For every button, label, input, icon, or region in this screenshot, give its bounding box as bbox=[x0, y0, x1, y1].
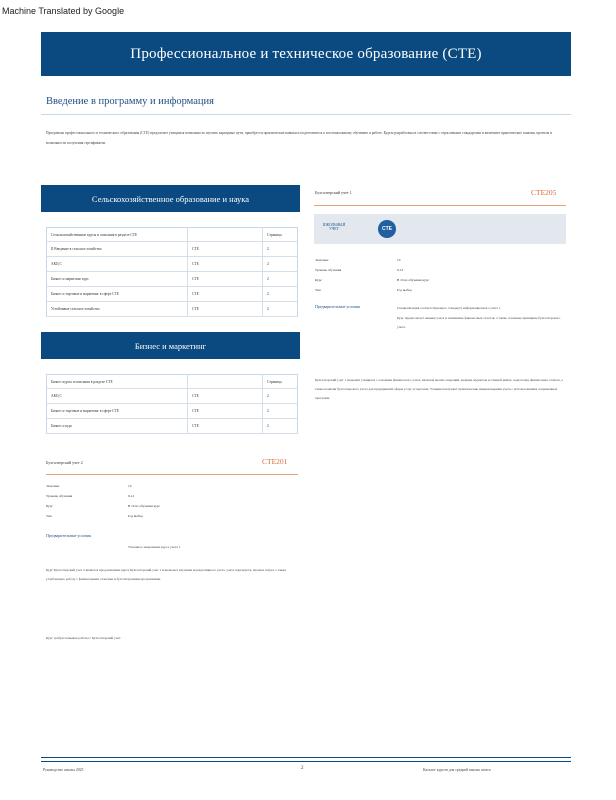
page-title-bar bbox=[41, 32, 571, 76]
prereq-extra-right: Курс предполагает навыки учета и понимание финансовых отчетов, а также основные принципы бухгалтерского учета. bbox=[397, 316, 561, 329]
section-title-business: Бизнес и маркетинг bbox=[134, 340, 207, 351]
table-header-code bbox=[188, 375, 263, 389]
page-title: Профессиональное и техническое образование (CTE) bbox=[130, 45, 482, 62]
footer-rule-top bbox=[41, 757, 571, 758]
machine-translation-banner: Machine Translated by Google bbox=[2, 6, 125, 16]
section-title-agriculture: Сельскохозяйственное образование и наука bbox=[91, 193, 250, 204]
course-details-right: Зачетные 10 Уровень обучения 9-12 Курс В 10 из обучения курс Тип Год выбор bbox=[315, 258, 430, 292]
agriculture-course-table bbox=[46, 227, 298, 317]
section-header-agriculture bbox=[41, 185, 300, 212]
table-row: Бизнес и торговые и маркетинг в сфере CTE CTE 2 bbox=[47, 404, 298, 419]
business-course-table bbox=[46, 374, 298, 434]
table-header-credit: Страница bbox=[263, 228, 298, 242]
table-row: Бизнес и торговые и маркетинг в сфере CTE CTE 2 bbox=[47, 287, 298, 302]
prereq-label-right: Предварительные условия bbox=[315, 304, 360, 309]
footer-left-text: Руководство школы 2025 bbox=[43, 768, 84, 772]
course-description-left: Курс Бухгалтерский учет 2 является продолжением курса Бухгалтерский учет 1 и включает изучение корпоративного учета, учета партнерств, анализа затрат, а также углубленную работу с финансовыми отчетами и бухгалтерскими программами. bbox=[46, 568, 287, 581]
table-header-row bbox=[47, 228, 298, 242]
course-code-left: CTE201 bbox=[262, 457, 288, 466]
logo-label: ШКОЛЬНЫЙ УЧЕТ bbox=[322, 223, 346, 231]
table-row: Устойчивые сельское хозяйство CTE 2 bbox=[47, 302, 298, 317]
course-heading-left: Бухгалтерский учет 2 bbox=[46, 460, 83, 465]
prereq-value-right: Специализация соответствующего стандарту информационного учета 1 bbox=[397, 306, 501, 310]
prereq-value-left: Успешное завершение курса учета 1 bbox=[128, 545, 181, 549]
table-row: II Введение в сельское хозяйство CTE 2 bbox=[47, 242, 298, 257]
course-note-left: Курс требует навыков работы с Бухгалтерский учет. bbox=[46, 636, 122, 640]
course-code-right: CTE205 bbox=[531, 188, 557, 197]
table-header-course: Бизнес курсы и описания в разделе CTE bbox=[47, 375, 188, 389]
prereq-label-left: Предварительные условия bbox=[46, 533, 91, 538]
table-row: Бизнес и курс CTE 2 bbox=[47, 419, 298, 434]
intro-heading: Введение в программу и информация bbox=[46, 96, 214, 107]
table-row: АКЦ С CTE 2 bbox=[47, 257, 298, 272]
page-number: 2 bbox=[301, 766, 304, 771]
table-header-code bbox=[188, 228, 263, 242]
course-divider-right bbox=[314, 205, 566, 206]
intro-paragraph: Программы профессионального и технического образования (CTE) предлагают учащимся возможность изучить карьерные пути, приобрести практические навыки и подготовиться к послешкольному обучению и работе. Курсы разработаны в соответствии с отраслевыми стандартами и включают практические занятия, проекты и возможности получения сертификатов. bbox=[46, 131, 553, 145]
cte-logo-icon: CTE bbox=[378, 220, 396, 238]
table-row: АКЦ С CTE 2 bbox=[47, 389, 298, 404]
course-heading-right: Бухгалтерский учет 1 bbox=[315, 190, 352, 195]
table-header-course: Сельскохозяйственные курсы и описания в разделе CTE bbox=[47, 228, 188, 242]
course-description-right: Бухгалтерский учет 1 знакомит учащихся с основами финансового учета, включая анализ операций, ведение журналов и главной книги, подготовку финансовых отчетов, а также понятия бухгалтерского учета для предприятий сферы услуг и торговли. Учащиеся изучают практические навыки ведения учета с использованием современных программ. bbox=[315, 378, 564, 400]
table-row: Бизнес и маркетинг курс CTE 2 bbox=[47, 272, 298, 287]
section-header-business bbox=[41, 332, 300, 359]
course-details-left: Зачетные 10 Уровень обучения 9-12 Курс В 10 из обучения курс Тип Год выбор bbox=[46, 484, 161, 518]
footer-rule-bottom bbox=[41, 761, 571, 762]
course-logo-panel bbox=[314, 214, 566, 244]
intro-divider bbox=[41, 114, 571, 115]
footer-right-text: Каталог курсов для средней школы штата bbox=[423, 768, 491, 772]
table-header-row bbox=[47, 375, 298, 389]
table-header-credit: Страница bbox=[263, 375, 298, 389]
course-divider-left bbox=[46, 474, 298, 475]
